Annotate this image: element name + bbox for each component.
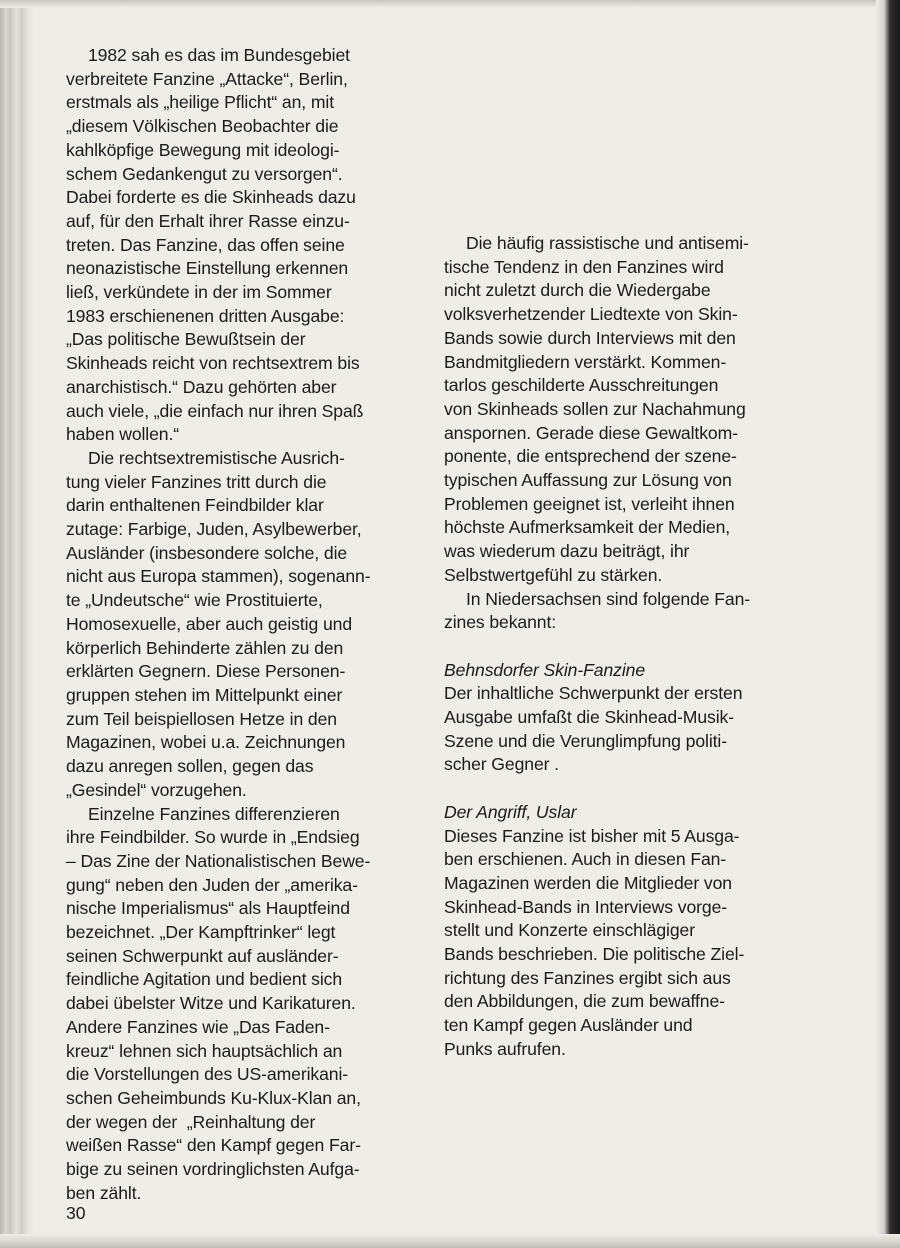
text-line: den Abbildungen, die zum bewaffne- [444, 991, 725, 1012]
text-line: Selbstwertgefühl zu stärken. [444, 564, 663, 585]
text-line: Ausgabe umfaßt die Skinhead-Musik- [444, 707, 734, 728]
text-line: bige zu seinen vordringlichsten Aufga- [66, 1159, 360, 1180]
text-line: anspornen. Gerade diese Gewaltkom- [444, 422, 738, 443]
section-subheading: Der Angriff, Uslar [444, 801, 577, 822]
text-line: ben erschienen. Auch in diesen Fan- [444, 849, 727, 870]
text-line: tische Tendenz in den Fanzines wird [444, 256, 724, 277]
text-line: körperlich Behinderte zählen zu den [66, 637, 344, 658]
text-line: höchste Aufmerksamkeit der Medien, [444, 517, 731, 538]
text-line: Bands beschrieben. Die politische Ziel- [444, 944, 745, 965]
text-line: zutage: Farbige, Juden, Asylbewerber, [66, 519, 362, 540]
text-line: schem Gedankengut zu versorgen“. [66, 163, 343, 184]
text-line: Homosexuelle, aber auch geistig und [66, 613, 352, 634]
text-line: verbreitete Fanzine „Attacke“, Berlin, [66, 68, 348, 89]
text-line: Ausländer (insbesondere solche, die [66, 542, 348, 563]
text-line: feindliche Agitation und bedient sich [66, 969, 343, 990]
text-line: Einzelne Fanzines differenzieren [88, 803, 340, 824]
text-line: die Vorstellungen des US-amerikani- [66, 1064, 349, 1085]
text-line: Magazinen, wobei u.a. Zeichnungen [66, 732, 346, 753]
page-edge-bottom [0, 1234, 900, 1248]
text-line: te „Undeutsche“ wie Prostituierte, [66, 590, 323, 611]
text-line: In Niedersachsen sind folgende Fan- [466, 588, 751, 609]
text-line: nicht zuletzt durch die Wiedergabe [444, 280, 711, 301]
text-line: von Skinheads sollen zur Nachahmung [444, 398, 746, 419]
text-line: richtung des Fanzines ergibt sich aus [444, 967, 731, 988]
text-line: ten Kampf gegen Ausländer und [444, 1015, 693, 1036]
section-subheading: Behnsdorfer Skin-Fanzine [444, 659, 646, 680]
page-number: 30 [66, 1203, 86, 1223]
text-line: Der inhaltliche Schwerpunkt der ersten [444, 683, 743, 704]
binding-gutter [0, 0, 34, 1248]
text-line: weißen Rasse“ den Kampf gegen Far- [66, 1135, 361, 1156]
text-line: tarlos geschilderte Ausschreitungen [444, 375, 719, 396]
text-line: Skinhead-Bands in Interviews vorge- [444, 896, 728, 917]
text-line: gung“ neben den Juden der „amerika- [66, 874, 358, 895]
text-line: ponente, die entsprechend der szene- [444, 446, 737, 467]
text-line: „Gesindel“ vorzugehen. [66, 779, 247, 800]
right-text-column [444, 232, 804, 1062]
text-line: erklärten Gegnern. Diese Personen- [66, 661, 346, 682]
text-line: Die rechtsextremistische Ausrich- [88, 447, 345, 468]
text-line: nische Imperialismus“ als Hauptfeind [66, 898, 350, 919]
text-line: neonazistische Einstellung erkennen [66, 258, 349, 279]
text-line: zum Teil beispiellosen Hetze in den [66, 708, 337, 729]
text-line: ben zählt. [66, 1182, 142, 1203]
text-line: haben wollen.“ [66, 424, 180, 445]
text-line: Andere Fanzines wie „Das Faden- [66, 1016, 330, 1037]
left-text-column [66, 44, 428, 1205]
text-line: kahlköpfige Bewegung mit ideologi- [66, 139, 340, 160]
text-line: seinen Schwerpunkt auf ausländer- [66, 945, 339, 966]
text-line: 1982 sah es das im Bundesgebiet [88, 45, 350, 65]
text-line: Punks aufrufen. [444, 1038, 566, 1059]
text-line: tung vieler Fanzines tritt durch die [66, 471, 327, 492]
text-line: volksverhetzender Liedtexte von Skin- [444, 304, 738, 325]
text-line: Bands sowie durch Interviews mit den [444, 327, 736, 348]
text-line: dazu anregen sollen, gegen das [66, 756, 314, 777]
text-line: treten. Das Fanzine, das offen seine [66, 234, 345, 255]
text-line: „diesem Völkischen Beobachter die [66, 116, 339, 137]
text-line: Bandmitgliedern verstärkt. Kommen- [444, 351, 727, 372]
text-line: gruppen stehen im Mittelpunkt einer [66, 684, 343, 705]
text-line: bezeichnet. „Der Kampftrinker“ legt [66, 922, 336, 943]
text-line: anarchistisch.“ Dazu gehörten aber [66, 376, 337, 397]
text-line: „Das politische Bewußtsein der [66, 329, 306, 350]
text-line: was wiederum dazu beiträgt, ihr [444, 541, 690, 562]
page-edge-right [876, 0, 900, 1248]
text-line: Problemen geeignet ist, verleiht ihnen [444, 493, 735, 514]
text-line: nicht aus Europa stammen), sogenann- [66, 566, 371, 587]
text-line: der wegen der „Reinhaltung der [66, 1111, 316, 1132]
text-line: Skinheads reicht von rechtsextrem bis [66, 353, 360, 374]
text-line: zines bekannt: [444, 612, 557, 633]
text-line: Magazinen werden die Mitglieder von [444, 872, 732, 893]
text-line: typischen Auffassung zur Lösung von [444, 470, 732, 491]
text-line: darin enthaltenen Feindbilder klar [66, 495, 324, 516]
text-line: Die häufig rassistische und antisemi- [466, 233, 749, 253]
paragraph-gap [444, 635, 804, 659]
text-line: Szene und die Verunglimpfung politi- [444, 730, 727, 751]
text-line: dabei übelster Witze und Karikaturen. [66, 993, 356, 1014]
text-line: Dieses Fanzine ist bisher mit 5 Ausga- [444, 825, 740, 846]
text-line: erstmals als „heilige Pflicht“ an, mit [66, 92, 335, 113]
text-line: ihre Feindbilder. So wurde in „Endsieg [66, 827, 360, 848]
text-line: auf, für den Erhalt ihrer Rasse einzu- [66, 210, 350, 231]
text-line: auch viele, „die einfach nur ihren Spaß [66, 400, 364, 421]
text-line: scher Gegner . [444, 754, 559, 775]
paragraph-gap [444, 777, 804, 801]
text-line: – Das Zine der Nationalistischen Bewe- [66, 850, 371, 871]
text-line: stellt und Konzerte einschlägiger [444, 920, 695, 941]
text-line: schen Geheimbunds Ku-Klux-Klan an, [66, 1087, 361, 1108]
text-line: kreuz“ lehnen sich hauptsächlich an [66, 1040, 343, 1061]
text-line: ließ, verkündete in der im Sommer [66, 282, 332, 303]
page-edge-top [0, 0, 900, 8]
text-line: 1983 erschienenen dritten Ausgabe: [66, 305, 345, 326]
text-line: Dabei forderte es die Skinheads dazu [66, 187, 356, 208]
